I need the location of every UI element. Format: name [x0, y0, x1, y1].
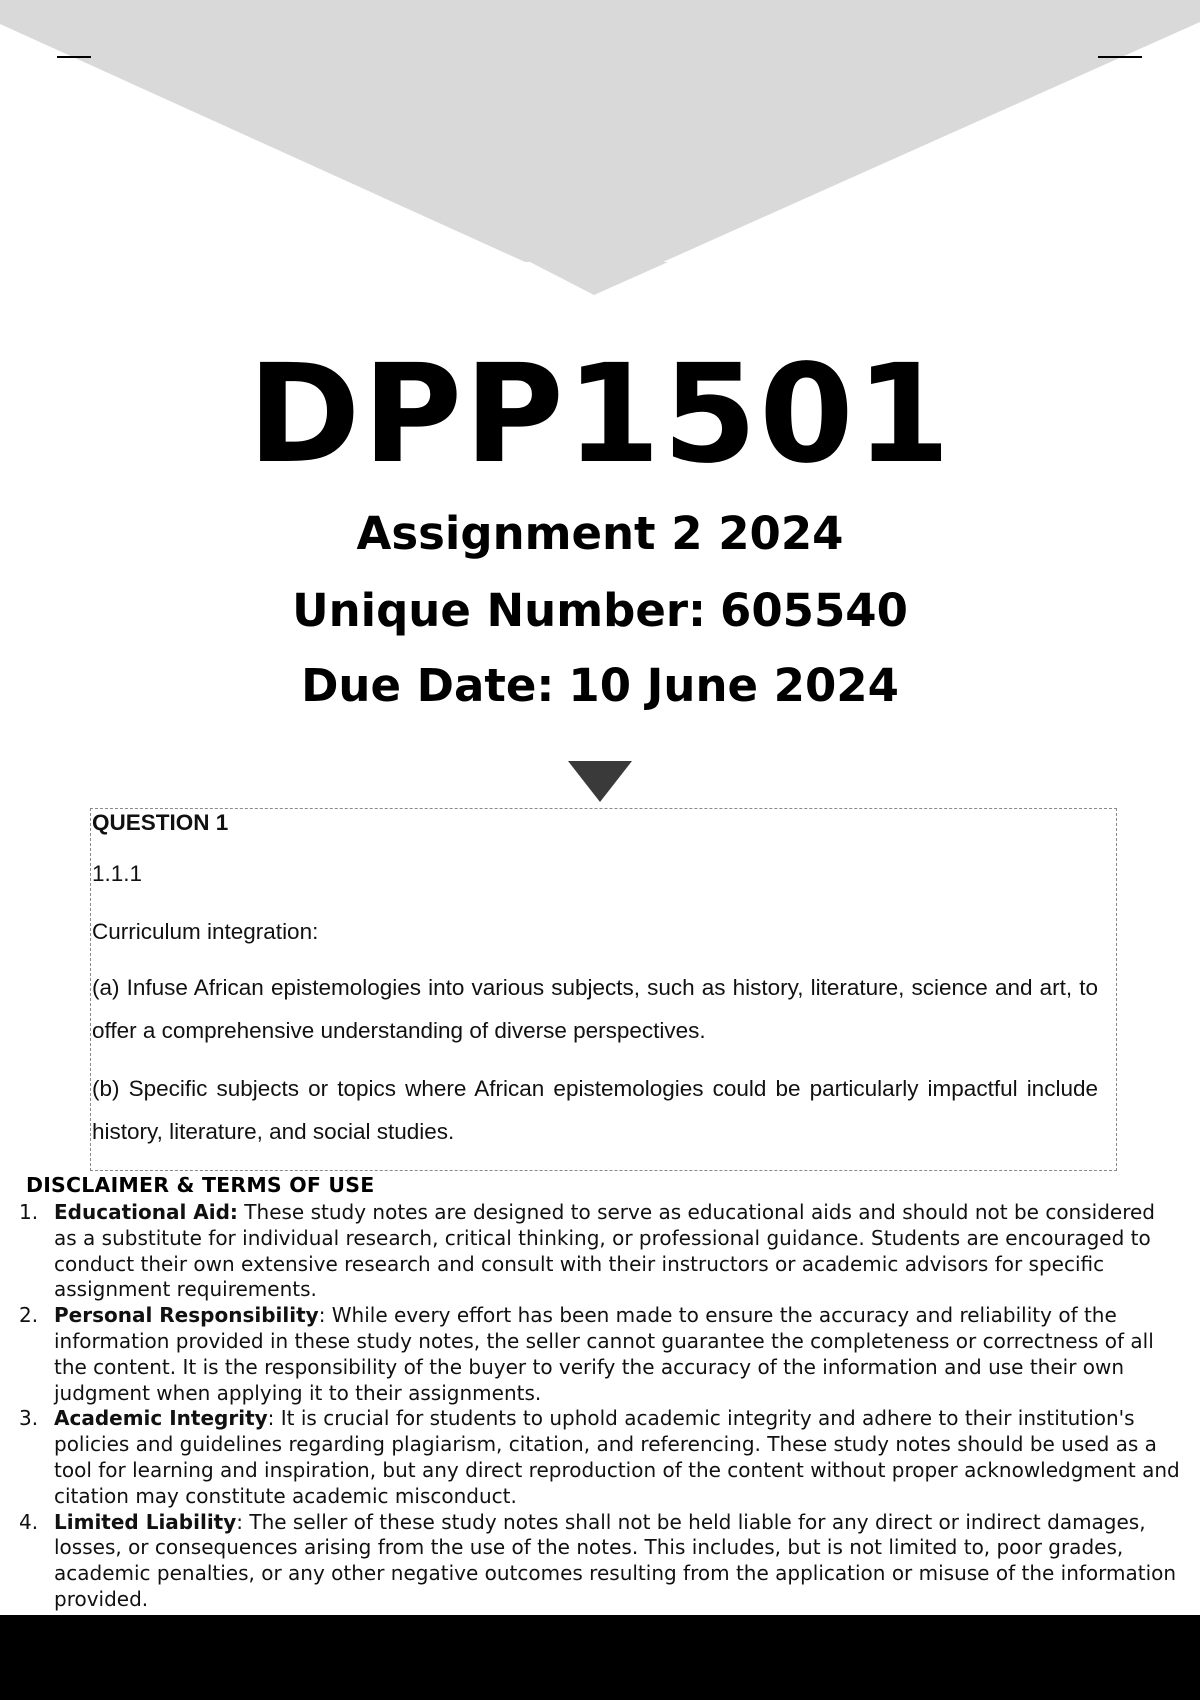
cover-banner-graphic: [0, 0, 1200, 300]
question-number: 1.1.1: [92, 861, 143, 886]
course-code: DPP1501: [247, 336, 953, 494]
question-title: QUESTION 1: [92, 810, 229, 835]
down-arrow-icon: [568, 761, 632, 802]
banner-chevron-tip: [530, 262, 668, 295]
disclaimer-item-text: : While every effort has been made to ensure the accuracy and reliability of the information provided in these study notes, the seller cannot guarantee the completeness or correctness of all the content. It is the responsibility of the buyer to verify the accuracy of the information and use their own judgment when applying it to their assignments.: [54, 1303, 1154, 1405]
question-preview-box: [90, 808, 1117, 1171]
disclaimer-item-term: Limited Liability: [54, 1509, 237, 1534]
disclaimer-item-number: 4.: [19, 1509, 39, 1534]
disclaimer-list: [0, 1200, 1190, 1613]
banner-chevron-right: [600, 0, 1200, 262]
disclaimer-item-text: These study notes are designed to serve as educational aids and should not be considered as a substitute for individual research, critical thinking, or professional guidance. Students are encouraged to conduct their own extensive research and consult with their instructors or academic advisors for specific assignment requirements.: [54, 1200, 1155, 1302]
unique-number-value: 605540: [720, 584, 908, 637]
disclaimer-item: [0, 1303, 1190, 1406]
disclaimer-item-term: Educational Aid:: [54, 1200, 238, 1224]
corner-line-right: [1098, 56, 1142, 58]
corner-line-left: [57, 56, 91, 58]
disclaimer-item-text: : The seller of these study notes shall not be held liable for any direct or indirect damages, losses, or consequences arising from the use of the notes. This includes, but is not limited to, poor grades, academic penalties, or any other negative outcomes resulting from the application or misuse of the information provided.: [54, 1509, 1177, 1611]
banner-chevron-left: [0, 0, 600, 262]
question-part-a: (a) Infuse African epistemologies into various subjects, such as history, literature, science and art, to offer a comprehensive understanding of diverse perspectives.: [92, 975, 1098, 1043]
disclaimer-item-term: Academic Integrity: [54, 1406, 268, 1431]
unique-number: [0, 583, 1200, 639]
assignment-title: Assignment 2 2024: [356, 507, 844, 560]
disclaimer-item: [0, 1200, 1190, 1303]
question-part-b: (b) Specific subjects or topics where African epistemologies could be particularly impactful include history, literature, and social studies.: [92, 1076, 1098, 1144]
unique-number-label: Unique Number:: [292, 584, 707, 637]
footer-black-band: [0, 1615, 1200, 1700]
disclaimer-title: DISCLAIMER & TERMS OF USE: [26, 1173, 375, 1197]
disclaimer-item: [0, 1510, 1190, 1613]
disclaimer-item-number: 1.: [19, 1200, 39, 1224]
disclaimer-item-number: 2.: [19, 1303, 39, 1328]
disclaimer-item-text: : It is crucial for students to uphold academic integrity and adhere to their institution's policies and guidelines regarding plagiarism, citation, and referencing. These study notes should be used as a tool for learning and inspiration, but any direct reproduction of the content without proper acknowledgment and citation may constitute academic misconduct.: [54, 1406, 1180, 1508]
disclaimer-item: [0, 1406, 1190, 1509]
due-date-label: Due Date:: [301, 659, 555, 712]
disclaimer-item-number: 3.: [19, 1406, 39, 1431]
disclaimer-item-term: Personal Responsibility: [54, 1303, 319, 1328]
due-date: [0, 658, 1200, 714]
question-lead: Curriculum integration:: [92, 919, 319, 944]
due-date-value: 10 June 2024: [568, 659, 899, 712]
